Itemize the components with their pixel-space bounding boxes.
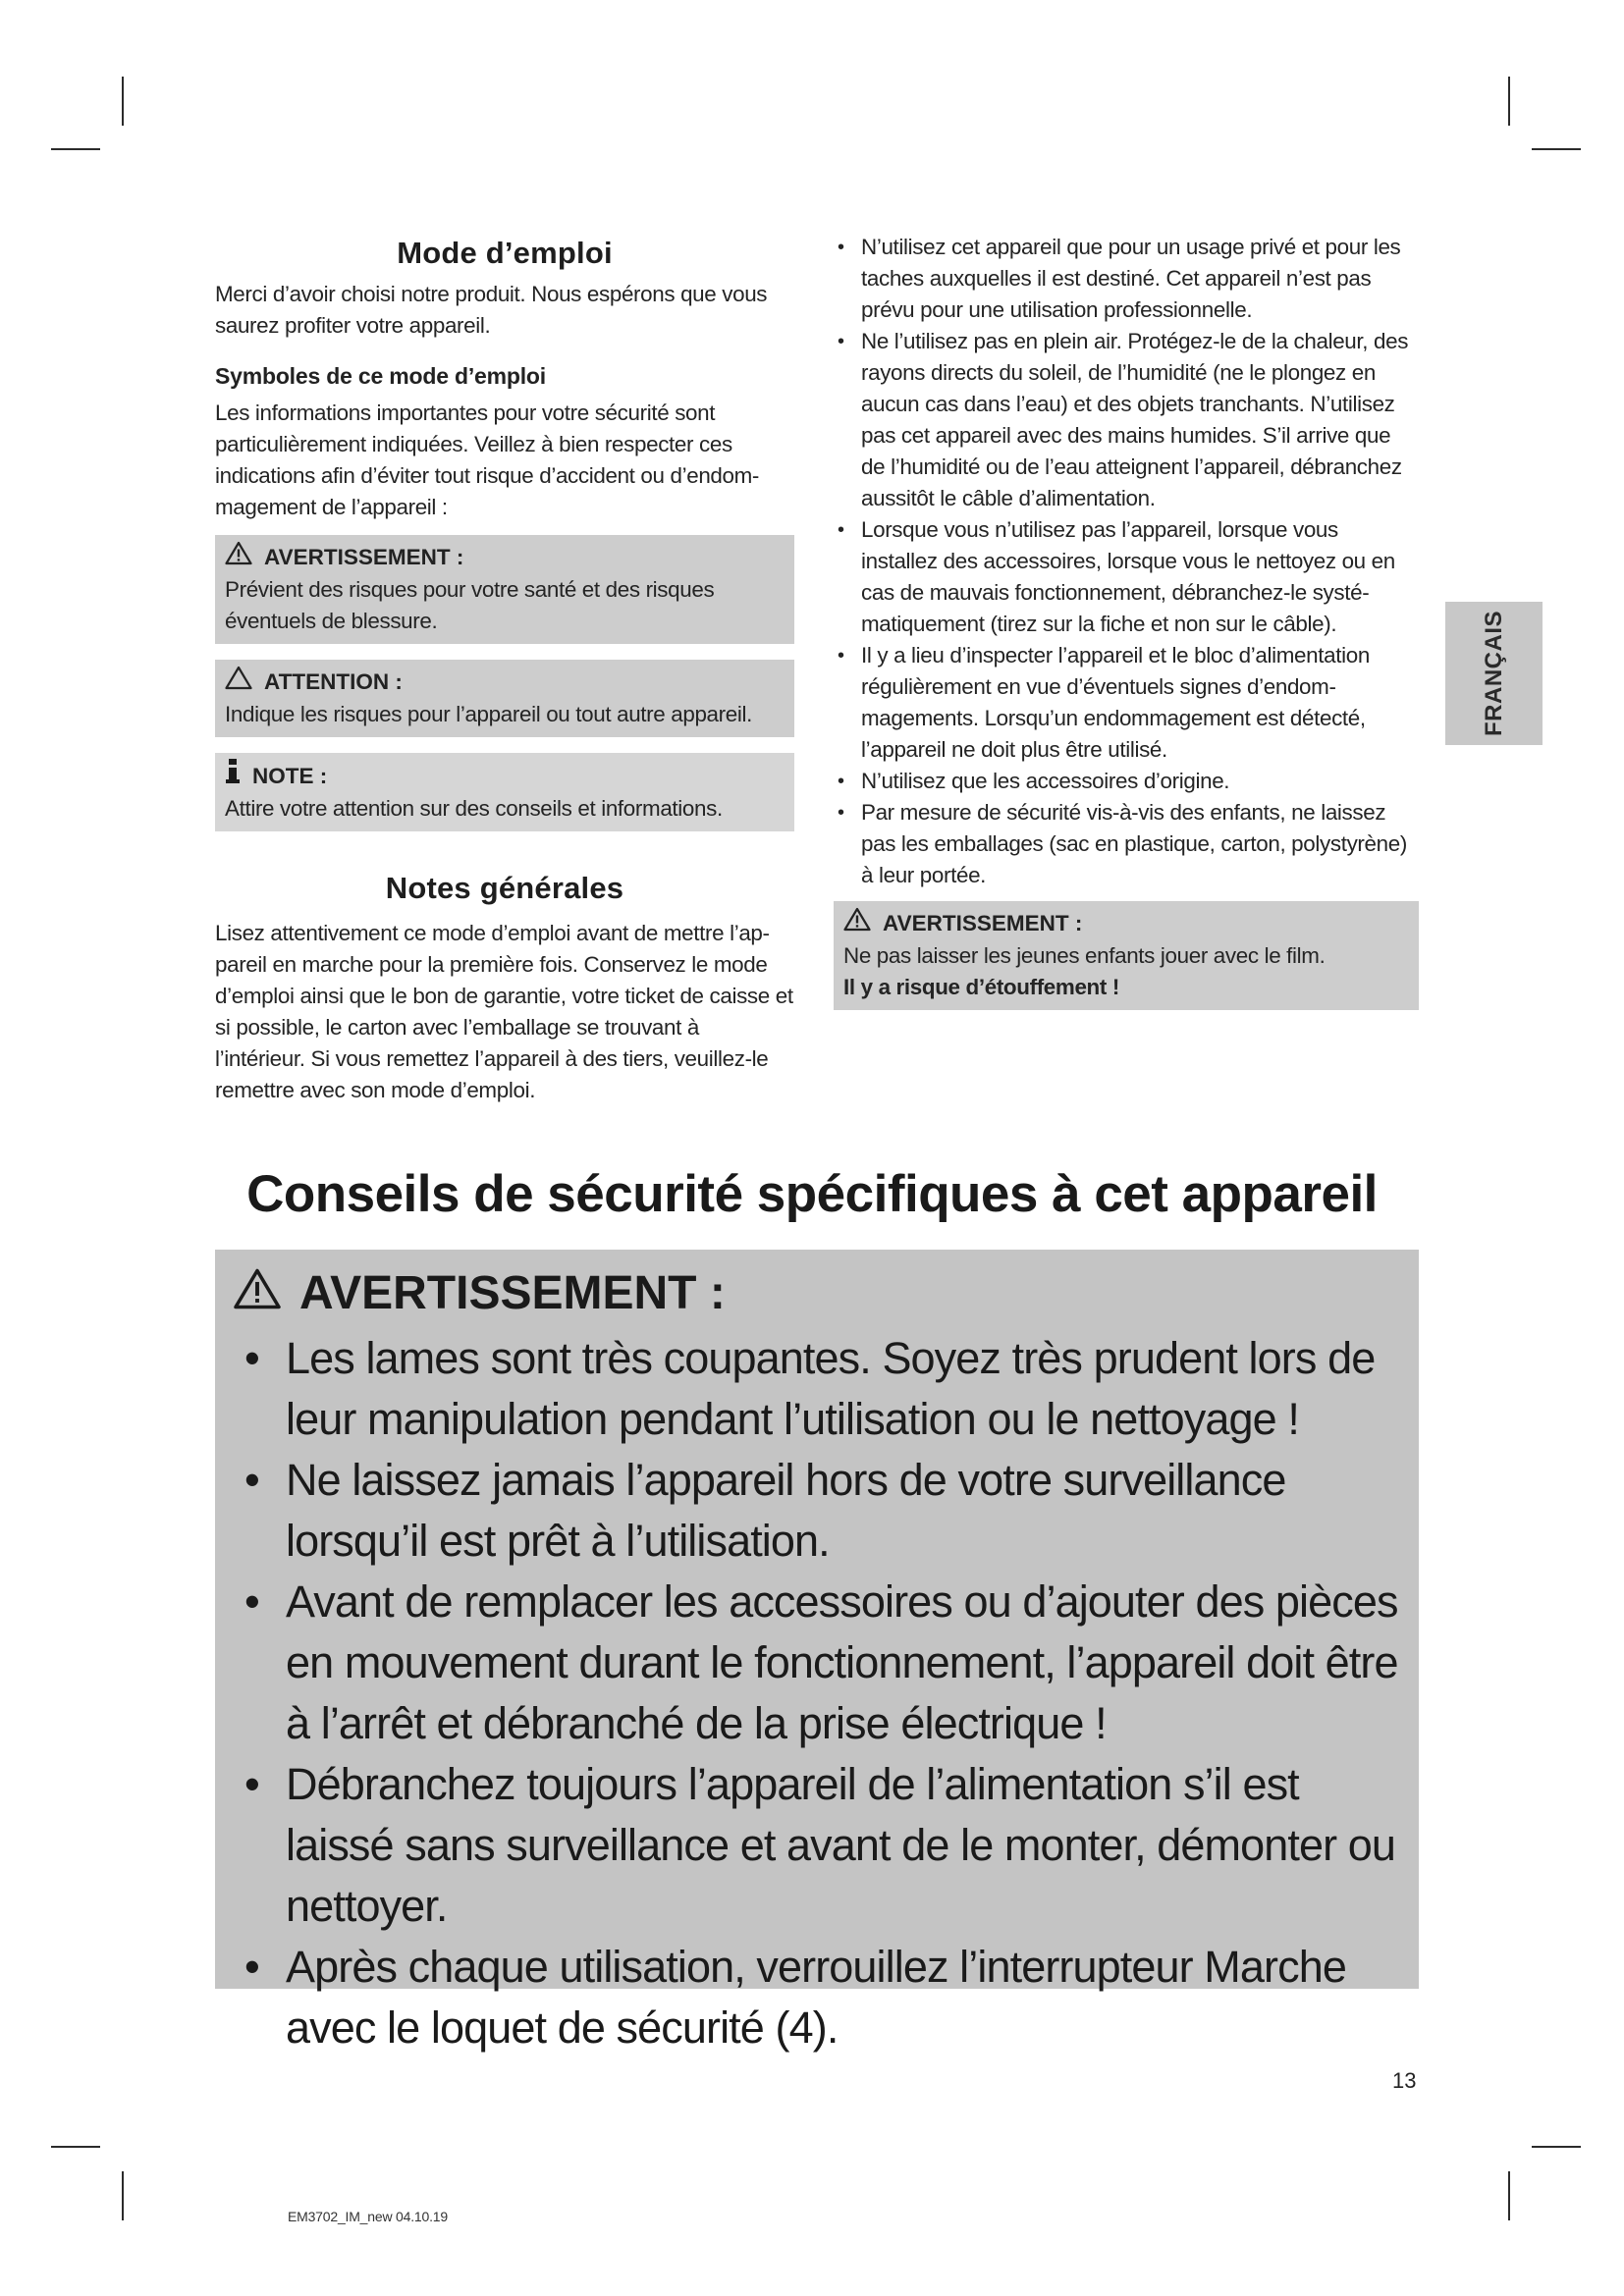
- general-notes-title: Notes générales: [385, 871, 624, 905]
- crop-mark: [1532, 2146, 1581, 2148]
- warning-triangle-icon: [233, 1267, 282, 1322]
- warning-box-title: AVERTISSEMENT :: [264, 545, 464, 569]
- user-manual-title: Mode d’emploi: [397, 236, 613, 270]
- general-notes-text: Lisez attentivement ce mode d’emploi avant de mettre l’ap-pareil en marche pour la première fois. Conservez le mode d’emploi ainsi que le bon de garantie, votre ticket de caisse et si possible, le carton avec l’emballage se trouvant à l’intérieur. Si vous remettez l’appareil à des tiers, veuillez-le remettre avec son mode d’emploi.: [215, 921, 793, 1102]
- crop-mark: [51, 148, 100, 150]
- page-number: 13: [1392, 2068, 1417, 2093]
- info-icon: [225, 759, 241, 793]
- warning-triangle-icon: [843, 907, 871, 940]
- safety-bullet-list: [834, 232, 1419, 891]
- list-item: • Lorsque vous n’utilisez pas l’appareil, lorsque vous installez des accessoires, lorsque vous le nettoyez ou en cas de mauvais fonctionnement, débranchez-le systé-matiquement (tirez sur la fiche et non sur le câble).: [838, 517, 1395, 636]
- list-item: • Débranchez toujours l’appareil de l’alimentation s’il est laissé sans surveillance et avant de le monter, démonter ou nettoyer.: [244, 1759, 1396, 1931]
- suffocation-warning-title: AVERTISSEMENT :: [883, 911, 1083, 935]
- left-column: [215, 232, 794, 1106]
- crop-mark: [1508, 77, 1510, 126]
- list-item: • Après chaque utilisation, verrouillez l’interrupteur Marche avec le loquet de sécurité (4).: [244, 1942, 1346, 2053]
- suffocation-warning-box: [834, 901, 1419, 1010]
- device-safety-warning-title: AVERTISSEMENT :: [299, 1266, 726, 1319]
- device-safety-title: Conseils de sécurité spécifiques à cet appareil: [246, 1165, 1378, 1223]
- note-box: [215, 753, 794, 831]
- device-safety-list: [227, 1328, 1410, 2058]
- footer-code: EM3702_IM_new 04.10.19: [288, 2209, 448, 2224]
- crop-mark: [1508, 2171, 1510, 2220]
- attention-box-text: Indique les risques pour l’appareil ou tout autre appareil.: [225, 702, 752, 726]
- language-tab: [1445, 602, 1543, 745]
- attention-box: [215, 660, 794, 737]
- list-item: • Il y a lieu d’inspecter l’appareil et le bloc d’alimentation régulièrement en vue d’éventuels signes d’endom-magements. Lorsqu’un endommagement est détecté, l’appareil ne doit plus être utilisé.: [838, 643, 1370, 762]
- crop-mark: [122, 77, 124, 126]
- note-box-title: NOTE :: [252, 763, 328, 788]
- warning-box-text: Prévient des risques pour votre santé et des risques éventuels de blessure.: [225, 577, 715, 633]
- suffocation-warning-text: Ne pas laisser les jeunes enfants jouer avec le film.: [843, 943, 1326, 968]
- note-box-text: Attire votre attention sur des conseils et informations.: [225, 796, 723, 821]
- caution-triangle-icon: [225, 666, 252, 699]
- list-item: • Ne l’utilisez pas en plein air. Protégez-le de la chaleur, des rayons directs du soleil, de l’humidité (ne le plongez en aucun cas dans l’eau) et des objets tranchants. N’utilisez pas cet appareil avec des mains humides. S’il arrive que de l’humidité ou de l’eau atteignent l’appareil, débranchez aussitôt le câble d’alimentation.: [838, 329, 1409, 510]
- list-item: • Par mesure de sécurité vis-à-vis des enfants, ne laissez pas les emballages (sac en plastique, carton, polystyrène) à leur portée.: [838, 800, 1407, 887]
- crop-mark: [51, 2146, 100, 2148]
- warning-box: [215, 535, 794, 644]
- crop-mark: [1532, 148, 1581, 150]
- list-item: • N’utilisez que les accessoires d’origine.: [838, 769, 1230, 793]
- symbols-text: Les informations importantes pour votre sécurité sont particulièrement indiquées. Veillez à bien respecter ces indications afin d’éviter tout risque d’accident ou d’endom-magement de l’appareil :: [215, 400, 760, 519]
- list-item: • N’utilisez cet appareil que pour un usage privé et pour les taches auxquelles il est destiné. Cet appareil n’est pas prévu pour une utilisation professionnelle.: [838, 235, 1401, 322]
- warning-triangle-icon: [225, 541, 252, 574]
- attention-box-title: ATTENTION :: [264, 669, 403, 694]
- language-tab-label: FRANÇAIS: [1480, 611, 1507, 736]
- symbols-heading: Symboles de ce mode d’emploi: [215, 363, 546, 389]
- list-item: • Avant de remplacer les accessoires ou d’ajouter des pièces en mouvement durant le fonctionnement, l’appareil doit être à l’arrêt et débranché de la prise électrique !: [244, 1576, 1398, 1748]
- suffocation-warning-emphasis: Il y a risque d’étouffement !: [843, 975, 1119, 999]
- intro-text: Merci d’avoir choisi notre produit. Nous espérons que vous saurez profiter votre appareil.: [215, 282, 768, 338]
- crop-mark: [122, 2171, 124, 2220]
- list-item: • Ne laissez jamais l’appareil hors de votre surveillance lorsqu’il est prêt à l’utilisation.: [244, 1455, 1286, 1566]
- right-column: [834, 232, 1419, 1010]
- device-safety-warning-box: [215, 1250, 1419, 2053]
- list-item: • Les lames sont très coupantes. Soyez très prudent lors de leur manipulation pendant l’utilisation ou le nettoyage !: [244, 1333, 1376, 1444]
